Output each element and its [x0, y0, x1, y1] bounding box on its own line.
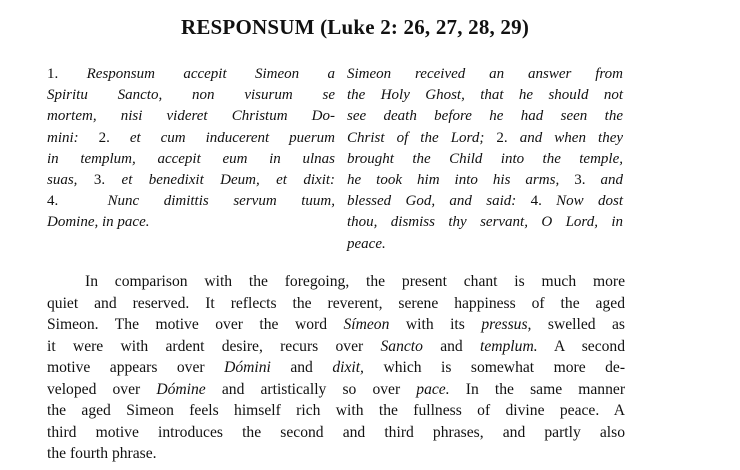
english-line-8: thou, dismiss thy servant, O Lord, in [347, 214, 623, 231]
english-line-1: Simeon received an answer from [347, 66, 623, 82]
verse-number-1: 1. [47, 66, 59, 82]
latin-text-column [47, 64, 335, 234]
latin-line-2: Spiritu Sancto, non visurum se [47, 87, 335, 104]
latin-line-1: 1. Responsum accepit Simeon a [47, 66, 336, 82]
latin-line-6: suas, 3. et benedixit Deum, et dixit: [47, 172, 336, 189]
latin-line-5: in templum, accepit eum in ulnas [47, 150, 335, 167]
commentary-line-6: veloped over Dómine and artistically so over pace. In the same manner [47, 380, 626, 398]
latin-line-7: 4. Nunc dimittis servum tuum, [47, 193, 335, 210]
latin-line-4: mini: 2. et cum inducerent puerum [47, 129, 335, 146]
english-line-5: brought the Child into the temple, [347, 150, 623, 167]
commentary-line-5: motive appears over Dómini and dixit, which is somewhat more de- [47, 359, 626, 376]
page-title: RESPONSUM (Luke 2: 26, 27, 28, 29) [180, 15, 530, 39]
commentary-line-9: the fourth phrase. [47, 445, 157, 462]
commentary-line-8: third motive introduces the second and third phrases, and partly also [47, 423, 625, 441]
latin-line-8: Domine, in pace. [47, 214, 150, 231]
commentary-line-2: quiet and reserved. It reflects the reverent, serene happiness of the aged [47, 294, 625, 312]
english-verse-number-3: 3. [574, 172, 586, 189]
commentary-line-1: In comparison with the foregoing, the present chant is much more [85, 273, 625, 290]
english-line-7: blessed God, and said: 4. Now dost [347, 193, 624, 210]
english-verse-number-4: 4. [530, 193, 542, 210]
commentary-paragraph [47, 271, 625, 465]
verse-number-4: 4. [47, 193, 59, 210]
english-text-column [347, 64, 623, 255]
english-line-6: he took him into his arms, 3. and [347, 172, 624, 189]
english-line-4: Christ of the Lord; 2. and when they [347, 129, 624, 146]
verse-number-3: 3. [93, 172, 106, 189]
latin-line-3: mortem, nisi videret Christum Do- [47, 108, 335, 125]
english-line-2: the Holy Ghost, that he should not [347, 87, 623, 104]
english-line-9: peace. [347, 235, 386, 252]
commentary-line-4: it were with ardent desire, recurs over Sancto and templum. A second [47, 337, 626, 355]
verse-number-2: 2. [98, 129, 110, 146]
english-line-3: see death before he had seen the [347, 108, 623, 125]
commentary-line-3: Simeon. The motive over the word Símeon with its pressus, swelled as [47, 316, 626, 333]
commentary-line-7: the aged Simeon feels himself rich with the fullness of divine peace. A [47, 402, 625, 419]
english-verse-number-2: 2. [496, 129, 508, 146]
